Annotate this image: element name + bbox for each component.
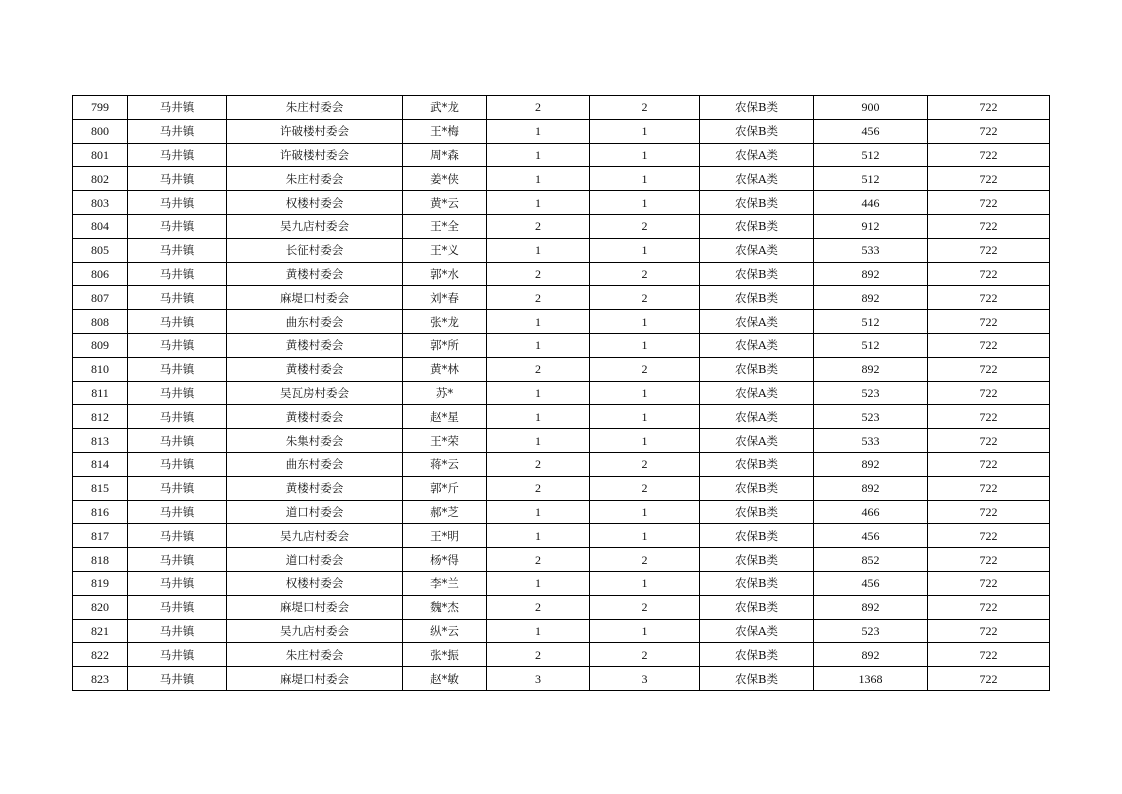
- table-body: [73, 96, 1050, 691]
- town-cell: 马井镇: [128, 500, 227, 524]
- person-count-cell: 2: [590, 214, 700, 238]
- person-count-cell: 1: [590, 167, 700, 191]
- name-cell: 苏*: [403, 381, 487, 405]
- table-row: [73, 524, 1050, 548]
- insurance-category-cell: 农保B类: [700, 524, 814, 548]
- name-cell: 姜*侠: [403, 167, 487, 191]
- household-count-cell: 1: [487, 500, 590, 524]
- row-number-cell: 814: [73, 452, 128, 476]
- village-committee-cell: 黄楼村委会: [227, 405, 403, 429]
- insurance-category-cell: 农保B类: [700, 191, 814, 215]
- row-number-cell: 811: [73, 381, 128, 405]
- table-row: [73, 643, 1050, 667]
- household-count-cell: 1: [487, 619, 590, 643]
- person-count-cell: 2: [590, 595, 700, 619]
- row-number-cell: 806: [73, 262, 128, 286]
- household-count-cell: 2: [487, 214, 590, 238]
- person-count-cell: 1: [590, 333, 700, 357]
- amount-cell: 512: [814, 310, 928, 334]
- insurance-category-cell: 农保B类: [700, 476, 814, 500]
- person-count-cell: 1: [590, 405, 700, 429]
- person-count-cell: 1: [590, 238, 700, 262]
- name-cell: 郭*所: [403, 333, 487, 357]
- name-cell: 王*荣: [403, 429, 487, 453]
- insurance-category-cell: 农保A类: [700, 619, 814, 643]
- household-count-cell: 1: [487, 167, 590, 191]
- amount-cell: 533: [814, 238, 928, 262]
- standard-cell: 722: [928, 310, 1050, 334]
- table-row: [73, 119, 1050, 143]
- amount-cell: 446: [814, 191, 928, 215]
- amount-cell: 900: [814, 96, 928, 120]
- standard-cell: 722: [928, 357, 1050, 381]
- village-committee-cell: 朱庄村委会: [227, 96, 403, 120]
- insurance-category-cell: 农保A类: [700, 381, 814, 405]
- standard-cell: 722: [928, 167, 1050, 191]
- insurance-category-cell: 农保B类: [700, 571, 814, 595]
- table-row: [73, 96, 1050, 120]
- insurance-category-cell: 农保B类: [700, 357, 814, 381]
- amount-cell: 523: [814, 619, 928, 643]
- table-row: [73, 286, 1050, 310]
- table-row: [73, 405, 1050, 429]
- household-count-cell: 2: [487, 262, 590, 286]
- village-committee-cell: 吴九店村委会: [227, 524, 403, 548]
- table-row: [73, 310, 1050, 334]
- standard-cell: 722: [928, 119, 1050, 143]
- name-cell: 魏*杰: [403, 595, 487, 619]
- table-row: [73, 429, 1050, 453]
- standard-cell: 722: [928, 96, 1050, 120]
- insurance-category-cell: 农保A类: [700, 333, 814, 357]
- amount-cell: 892: [814, 357, 928, 381]
- household-count-cell: 2: [487, 548, 590, 572]
- household-count-cell: 1: [487, 524, 590, 548]
- table-row: [73, 476, 1050, 500]
- village-committee-cell: 吴九店村委会: [227, 619, 403, 643]
- table-row: [73, 500, 1050, 524]
- person-count-cell: 3: [590, 667, 700, 691]
- standard-cell: 722: [928, 548, 1050, 572]
- village-committee-cell: 黄楼村委会: [227, 476, 403, 500]
- household-count-cell: 2: [487, 643, 590, 667]
- insurance-category-cell: 农保A类: [700, 429, 814, 453]
- village-committee-cell: 长征村委会: [227, 238, 403, 262]
- table-row: [73, 619, 1050, 643]
- insurance-category-cell: 农保B类: [700, 286, 814, 310]
- household-count-cell: 2: [487, 286, 590, 310]
- amount-cell: 512: [814, 333, 928, 357]
- standard-cell: 722: [928, 500, 1050, 524]
- town-cell: 马井镇: [128, 595, 227, 619]
- standard-cell: 722: [928, 214, 1050, 238]
- row-number-cell: 808: [73, 310, 128, 334]
- person-count-cell: 2: [590, 643, 700, 667]
- town-cell: 马井镇: [128, 619, 227, 643]
- row-number-cell: 817: [73, 524, 128, 548]
- name-cell: 杨*得: [403, 548, 487, 572]
- standard-cell: 722: [928, 452, 1050, 476]
- village-committee-cell: 麻堤口村委会: [227, 667, 403, 691]
- table-row: [73, 571, 1050, 595]
- name-cell: 王*全: [403, 214, 487, 238]
- amount-cell: 912: [814, 214, 928, 238]
- amount-cell: 456: [814, 571, 928, 595]
- name-cell: 黄*林: [403, 357, 487, 381]
- standard-cell: 722: [928, 286, 1050, 310]
- row-number-cell: 800: [73, 119, 128, 143]
- household-count-cell: 1: [487, 429, 590, 453]
- village-committee-cell: 朱集村委会: [227, 429, 403, 453]
- table-row: [73, 143, 1050, 167]
- amount-cell: 456: [814, 119, 928, 143]
- table-row: [73, 167, 1050, 191]
- person-count-cell: 1: [590, 571, 700, 595]
- amount-cell: 456: [814, 524, 928, 548]
- household-count-cell: 1: [487, 571, 590, 595]
- person-count-cell: 1: [590, 381, 700, 405]
- household-count-cell: 2: [487, 476, 590, 500]
- row-number-cell: 805: [73, 238, 128, 262]
- standard-cell: 722: [928, 595, 1050, 619]
- name-cell: 纵*云: [403, 619, 487, 643]
- name-cell: 郭*斤: [403, 476, 487, 500]
- insurance-category-cell: 农保B类: [700, 500, 814, 524]
- amount-cell: 1368: [814, 667, 928, 691]
- person-count-cell: 2: [590, 357, 700, 381]
- village-committee-cell: 黄楼村委会: [227, 262, 403, 286]
- standard-cell: 722: [928, 333, 1050, 357]
- amount-cell: 852: [814, 548, 928, 572]
- amount-cell: 892: [814, 452, 928, 476]
- person-count-cell: 1: [590, 143, 700, 167]
- standard-cell: 722: [928, 405, 1050, 429]
- town-cell: 马井镇: [128, 548, 227, 572]
- row-number-cell: 802: [73, 167, 128, 191]
- insurance-category-cell: 农保A类: [700, 143, 814, 167]
- person-count-cell: 1: [590, 191, 700, 215]
- town-cell: 马井镇: [128, 191, 227, 215]
- amount-cell: 512: [814, 143, 928, 167]
- standard-cell: 722: [928, 238, 1050, 262]
- row-number-cell: 810: [73, 357, 128, 381]
- table-row: [73, 357, 1050, 381]
- household-count-cell: 1: [487, 381, 590, 405]
- insurance-category-cell: 农保B类: [700, 262, 814, 286]
- household-count-cell: 2: [487, 357, 590, 381]
- standard-cell: 722: [928, 262, 1050, 286]
- row-number-cell: 812: [73, 405, 128, 429]
- person-count-cell: 2: [590, 96, 700, 120]
- person-count-cell: 2: [590, 452, 700, 476]
- person-count-cell: 1: [590, 429, 700, 453]
- row-number-cell: 804: [73, 214, 128, 238]
- row-number-cell: 823: [73, 667, 128, 691]
- name-cell: 周*森: [403, 143, 487, 167]
- town-cell: 马井镇: [128, 476, 227, 500]
- name-cell: 郭*水: [403, 262, 487, 286]
- amount-cell: 892: [814, 595, 928, 619]
- row-number-cell: 807: [73, 286, 128, 310]
- amount-cell: 892: [814, 286, 928, 310]
- town-cell: 马井镇: [128, 571, 227, 595]
- person-count-cell: 2: [590, 262, 700, 286]
- amount-cell: 523: [814, 405, 928, 429]
- insurance-category-cell: 农保B类: [700, 119, 814, 143]
- table-row: [73, 667, 1050, 691]
- household-count-cell: 1: [487, 119, 590, 143]
- amount-cell: 512: [814, 167, 928, 191]
- person-count-cell: 1: [590, 524, 700, 548]
- household-count-cell: 3: [487, 667, 590, 691]
- amount-cell: 466: [814, 500, 928, 524]
- town-cell: 马井镇: [128, 286, 227, 310]
- row-number-cell: 818: [73, 548, 128, 572]
- insurance-category-cell: 农保B类: [700, 667, 814, 691]
- town-cell: 马井镇: [128, 405, 227, 429]
- table-row: [73, 595, 1050, 619]
- name-cell: 王*义: [403, 238, 487, 262]
- village-committee-cell: 朱庄村委会: [227, 167, 403, 191]
- name-cell: 郝*芝: [403, 500, 487, 524]
- table-row: [73, 381, 1050, 405]
- insurance-category-cell: 农保B类: [700, 96, 814, 120]
- name-cell: 武*龙: [403, 96, 487, 120]
- row-number-cell: 819: [73, 571, 128, 595]
- household-count-cell: 2: [487, 96, 590, 120]
- name-cell: 张*龙: [403, 310, 487, 334]
- person-count-cell: 1: [590, 310, 700, 334]
- data-table: [72, 95, 1050, 691]
- table-row: [73, 214, 1050, 238]
- town-cell: 马井镇: [128, 381, 227, 405]
- amount-cell: 892: [814, 476, 928, 500]
- standard-cell: 722: [928, 429, 1050, 453]
- village-committee-cell: 道口村委会: [227, 548, 403, 572]
- amount-cell: 892: [814, 643, 928, 667]
- table-row: [73, 191, 1050, 215]
- household-count-cell: 1: [487, 405, 590, 429]
- name-cell: 王*梅: [403, 119, 487, 143]
- town-cell: 马井镇: [128, 262, 227, 286]
- town-cell: 马井镇: [128, 524, 227, 548]
- name-cell: 李*兰: [403, 571, 487, 595]
- village-committee-cell: 黄楼村委会: [227, 333, 403, 357]
- village-committee-cell: 黄楼村委会: [227, 357, 403, 381]
- standard-cell: 722: [928, 643, 1050, 667]
- row-number-cell: 820: [73, 595, 128, 619]
- row-number-cell: 799: [73, 96, 128, 120]
- person-count-cell: 1: [590, 500, 700, 524]
- standard-cell: 722: [928, 143, 1050, 167]
- standard-cell: 722: [928, 191, 1050, 215]
- name-cell: 王*明: [403, 524, 487, 548]
- name-cell: 赵*星: [403, 405, 487, 429]
- village-committee-cell: 许破楼村委会: [227, 119, 403, 143]
- standard-cell: 722: [928, 476, 1050, 500]
- table-row: [73, 452, 1050, 476]
- village-committee-cell: 吴九店村委会: [227, 214, 403, 238]
- standard-cell: 722: [928, 571, 1050, 595]
- insurance-category-cell: 农保A类: [700, 405, 814, 429]
- town-cell: 马井镇: [128, 452, 227, 476]
- village-committee-cell: 道口村委会: [227, 500, 403, 524]
- town-cell: 马井镇: [128, 119, 227, 143]
- name-cell: 赵*敏: [403, 667, 487, 691]
- town-cell: 马井镇: [128, 429, 227, 453]
- village-committee-cell: 许破楼村委会: [227, 143, 403, 167]
- table-row: [73, 262, 1050, 286]
- town-cell: 马井镇: [128, 214, 227, 238]
- village-committee-cell: 权楼村委会: [227, 191, 403, 215]
- village-committee-cell: 曲东村委会: [227, 452, 403, 476]
- row-number-cell: 815: [73, 476, 128, 500]
- household-count-cell: 2: [487, 595, 590, 619]
- standard-cell: 722: [928, 619, 1050, 643]
- person-count-cell: 2: [590, 548, 700, 572]
- village-committee-cell: 吴瓦房村委会: [227, 381, 403, 405]
- name-cell: 刘*春: [403, 286, 487, 310]
- insurance-category-cell: 农保A类: [700, 310, 814, 334]
- town-cell: 马井镇: [128, 643, 227, 667]
- name-cell: 张*振: [403, 643, 487, 667]
- household-count-cell: 1: [487, 310, 590, 334]
- name-cell: 蒋*云: [403, 452, 487, 476]
- insurance-category-cell: 农保B类: [700, 214, 814, 238]
- household-count-cell: 1: [487, 191, 590, 215]
- person-count-cell: 2: [590, 476, 700, 500]
- amount-cell: 523: [814, 381, 928, 405]
- town-cell: 马井镇: [128, 667, 227, 691]
- insurance-category-cell: 农保B类: [700, 643, 814, 667]
- insurance-category-cell: 农保A类: [700, 238, 814, 262]
- row-number-cell: 809: [73, 333, 128, 357]
- village-committee-cell: 权楼村委会: [227, 571, 403, 595]
- standard-cell: 722: [928, 667, 1050, 691]
- insurance-category-cell: 农保B类: [700, 452, 814, 476]
- household-count-cell: 1: [487, 238, 590, 262]
- town-cell: 马井镇: [128, 357, 227, 381]
- household-count-cell: 1: [487, 143, 590, 167]
- table-row: [73, 238, 1050, 262]
- row-number-cell: 816: [73, 500, 128, 524]
- row-number-cell: 801: [73, 143, 128, 167]
- table-row: [73, 548, 1050, 572]
- insurance-category-cell: 农保A类: [700, 167, 814, 191]
- village-committee-cell: 麻堤口村委会: [227, 595, 403, 619]
- village-committee-cell: 朱庄村委会: [227, 643, 403, 667]
- table-row: [73, 333, 1050, 357]
- person-count-cell: 1: [590, 619, 700, 643]
- row-number-cell: 822: [73, 643, 128, 667]
- household-count-cell: 1: [487, 333, 590, 357]
- standard-cell: 722: [928, 381, 1050, 405]
- row-number-cell: 803: [73, 191, 128, 215]
- town-cell: 马井镇: [128, 143, 227, 167]
- row-number-cell: 813: [73, 429, 128, 453]
- town-cell: 马井镇: [128, 333, 227, 357]
- person-count-cell: 1: [590, 119, 700, 143]
- amount-cell: 892: [814, 262, 928, 286]
- village-committee-cell: 曲东村委会: [227, 310, 403, 334]
- insurance-category-cell: 农保B类: [700, 548, 814, 572]
- town-cell: 马井镇: [128, 310, 227, 334]
- amount-cell: 533: [814, 429, 928, 453]
- household-count-cell: 2: [487, 452, 590, 476]
- town-cell: 马井镇: [128, 167, 227, 191]
- person-count-cell: 2: [590, 286, 700, 310]
- town-cell: 马井镇: [128, 238, 227, 262]
- row-number-cell: 821: [73, 619, 128, 643]
- standard-cell: 722: [928, 524, 1050, 548]
- name-cell: 黄*云: [403, 191, 487, 215]
- town-cell: 马井镇: [128, 96, 227, 120]
- village-committee-cell: 麻堤口村委会: [227, 286, 403, 310]
- insurance-category-cell: 农保B类: [700, 595, 814, 619]
